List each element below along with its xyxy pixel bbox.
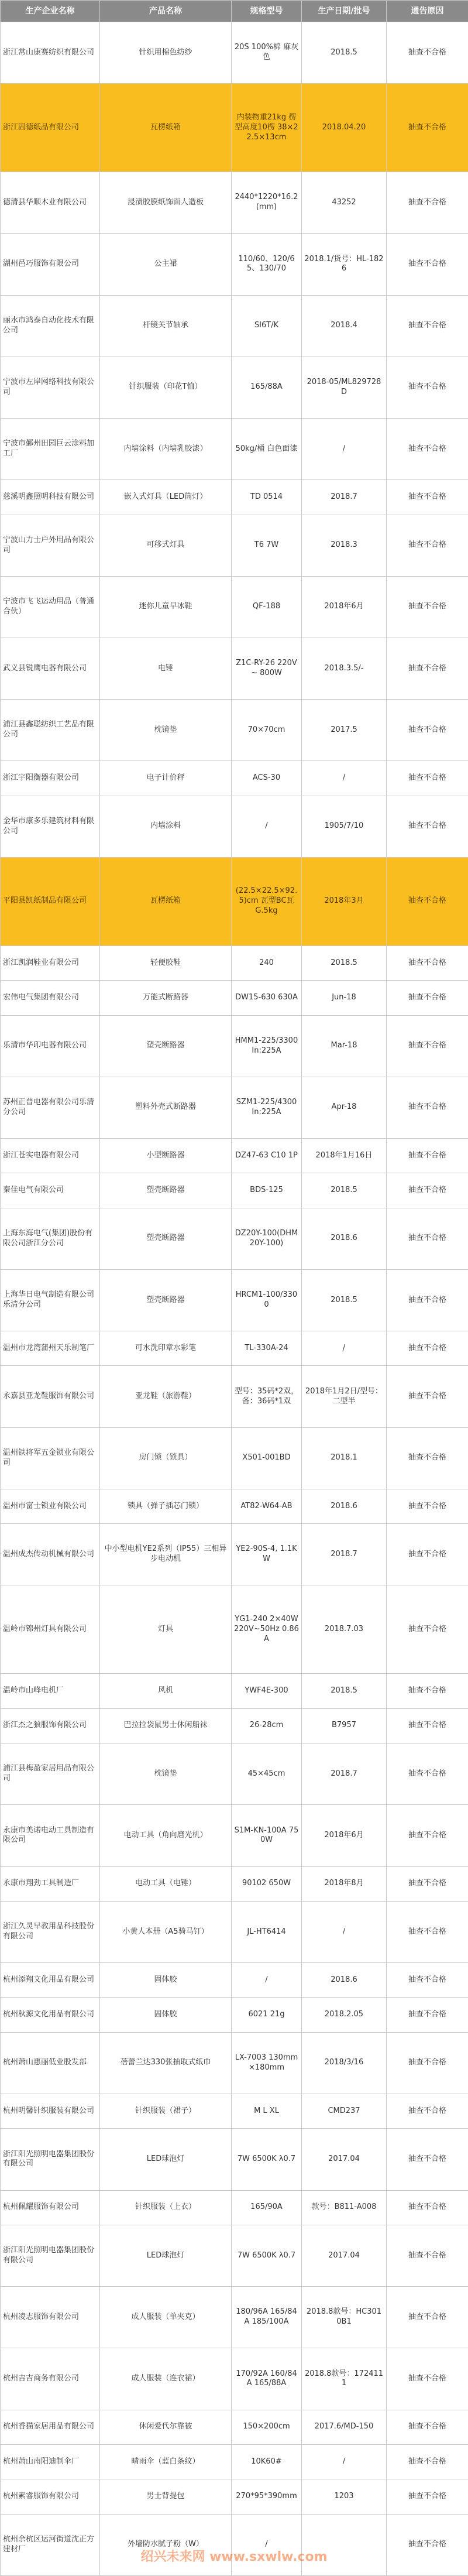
spec-cell: DZ47-63 C10 1P	[232, 1138, 302, 1173]
spec-cell: AT82-W64-AB	[232, 1489, 302, 1523]
table-row	[1, 418, 468, 479]
company-cell: 平阳县凯纸制品有限公司	[1, 857, 100, 946]
date-cell: 43252	[302, 172, 387, 234]
company-cell: 浙江凯润鞋业有限公司	[1, 946, 100, 980]
table-row	[1, 22, 468, 84]
company-cell: 杭州萧山南阳迪制伞厂	[1, 2444, 100, 2479]
product-cell: 风机	[100, 1674, 232, 1708]
product-cell: 杆镜关节轴承	[100, 295, 232, 357]
table-row	[1, 2032, 468, 2094]
product-cell: 万能式断路器	[100, 981, 232, 1015]
table-row	[1, 1269, 468, 1331]
reason-cell: 抽查不合格	[387, 2190, 468, 2225]
product-cell: 小型断路器	[100, 1138, 232, 1173]
reason-cell: 抽查不合格	[387, 857, 468, 946]
product-cell: 针织用棉色纺纱	[100, 22, 232, 84]
company-cell: 浙江苍实电器有限公司	[1, 1138, 100, 1173]
company-cell: 宁波市左岸网络科技有限公司	[1, 357, 100, 418]
spec-cell: 26-28cm	[232, 1708, 302, 1743]
spec-cell: 6021 21g	[232, 1998, 302, 2032]
product-cell: 塑料外壳式断路器	[100, 1077, 232, 1138]
table-row	[1, 2225, 468, 2286]
reason-cell: 抽查不合格	[387, 234, 468, 295]
date-cell: CMD237	[302, 2094, 387, 2129]
spec-cell: 内装物重21kg 楞型高度10楞 38×22.5×13cm	[232, 84, 302, 172]
reason-cell: 抽查不合格	[387, 1805, 468, 1866]
table-row	[1, 2190, 468, 2225]
reason-cell: 抽查不合格	[387, 576, 468, 638]
spec-cell: 7W 6500K λ0.7	[232, 2129, 302, 2190]
product-cell: 休闲爱代尔靠被	[100, 2410, 232, 2444]
product-cell: 男士背提包	[100, 2479, 232, 2514]
reason-cell: 抽查不合格	[387, 2225, 468, 2286]
company-cell: 杭州素睿服饰有限公司	[1, 2479, 100, 2514]
header-product: 产品名称	[100, 1, 232, 22]
product-cell: 迷你儿童早冰鞋	[100, 576, 232, 638]
company-cell: 浙江久灵早教用品科技股份有限公司	[1, 1901, 100, 1962]
product-cell: 小黄人本册（A5骑马钉）	[100, 1901, 232, 1962]
date-cell: /	[302, 761, 387, 796]
reason-cell: 抽查不合格	[387, 761, 468, 796]
reason-cell: 抽查不合格	[387, 480, 468, 515]
spec-cell: DZ20Y-100(DHM20Y-100)	[232, 1208, 302, 1269]
reason-cell: 抽查不合格	[387, 1524, 468, 1585]
company-cell: 秦佳电气有限公司	[1, 1173, 100, 1208]
table-row	[1, 1366, 468, 1427]
spec-cell: JL-HT6414	[232, 1901, 302, 1962]
table-row	[1, 2479, 468, 2514]
product-cell: LED球泡灯	[100, 2225, 232, 2286]
company-cell: 浙江杰之狼服饰有限公司	[1, 1708, 100, 1743]
company-cell: 慈溪明鑫照明科技有限公司	[1, 480, 100, 515]
table-row	[1, 84, 468, 172]
product-cell: 针织服装（上衣）	[100, 2190, 232, 2225]
company-cell: 永康市美诺电动工具制造有限公司	[1, 1805, 100, 1866]
company-cell: 杭州香猫家居用品有限公司	[1, 2410, 100, 2444]
product-cell: 固体胶	[100, 1963, 232, 1998]
reason-cell: 抽查不合格	[387, 1015, 468, 1077]
reason-cell: 抽查不合格	[387, 2479, 468, 2514]
reason-cell: 抽查不合格	[387, 638, 468, 699]
product-cell: 亚龙鞋（旅游鞋）	[100, 1366, 232, 1427]
date-cell: 2018年1月16日	[302, 1138, 387, 1173]
table-row	[1, 2410, 468, 2444]
table-row	[1, 638, 468, 699]
date-cell: 款号：B811-A008	[302, 2190, 387, 2225]
date-cell: B7957	[302, 1708, 387, 1743]
date-cell: 2018.5	[302, 946, 387, 980]
company-cell: 温州市富士锁业有限公司	[1, 1489, 100, 1523]
company-cell: 温岭市山峰电机厂	[1, 1674, 100, 1708]
spec-cell: YE2-90S-4, 1.1KW	[232, 1524, 302, 1585]
date-cell: 2018年8月	[302, 1866, 387, 1901]
header-date: 生产日期/批号	[302, 1, 387, 22]
product-cell: 塑壳断路器	[100, 1173, 232, 1208]
spec-cell: HMM1-225/3300 In:225A	[232, 1015, 302, 1077]
spec-cell: 90102 650W	[232, 1866, 302, 1901]
table-row	[1, 1963, 468, 1998]
company-cell: 杭州吉吉商务有限公司	[1, 2348, 100, 2410]
company-cell: 温州成杰传动机械有限公司	[1, 1524, 100, 1585]
date-cell: 2018.5	[302, 1269, 387, 1331]
table-row	[1, 761, 468, 796]
reason-cell: 抽查不合格	[387, 295, 468, 357]
date-cell: 2018.7	[302, 1524, 387, 1585]
product-cell: 塑壳断路器	[100, 1208, 232, 1269]
table-row	[1, 295, 468, 357]
date-cell: /	[302, 418, 387, 479]
table-row	[1, 1708, 468, 1743]
product-cell: 锁具（弹子插芯门锁）	[100, 1489, 232, 1523]
product-cell: 瓦楞纸箱	[100, 84, 232, 172]
reason-cell: 抽查不合格	[387, 1366, 468, 1427]
table-row	[1, 1331, 468, 1366]
table-row	[1, 234, 468, 295]
table-row	[1, 1524, 468, 1585]
table-row	[1, 515, 468, 576]
reason-cell: 抽查不合格	[387, 1173, 468, 1208]
date-cell: 2018.5	[302, 1173, 387, 1208]
product-cell: 外墙防水腻子粉（W）	[100, 2514, 232, 2575]
reason-cell: 抽查不合格	[387, 1866, 468, 1901]
table-row	[1, 1077, 468, 1138]
company-cell: 浙江阳光照明电器集团股份有限公司	[1, 2129, 100, 2190]
table-row	[1, 1208, 468, 1269]
table-row	[1, 2348, 468, 2410]
reason-cell: 抽查不合格	[387, 1427, 468, 1489]
table-row	[1, 796, 468, 857]
reason-cell: 抽查不合格	[387, 700, 468, 761]
spec-cell: 150×200cm	[232, 2410, 302, 2444]
reason-cell: 抽查不合格	[387, 1901, 468, 1962]
spec-cell: (22.5×22.5×92.5)cm 瓦型BC瓦 G.5kg	[232, 857, 302, 946]
date-cell: 2018.8款号：HC3010B1	[302, 2287, 387, 2348]
company-cell: 永嘉县亚龙鞋服饰有限公司	[1, 1366, 100, 1427]
date-cell: 2018.7	[302, 480, 387, 515]
product-cell: 可水洗印章水彩笔	[100, 1331, 232, 1366]
date-cell: 2018.4	[302, 295, 387, 357]
company-cell: 丽水市鸿泰自动化技术有限公司	[1, 295, 100, 357]
product-cell: 晴雨伞（蓝白条纹）	[100, 2444, 232, 2479]
company-cell: 宏伟电气集团有限公司	[1, 981, 100, 1015]
reason-cell: 抽查不合格	[387, 84, 468, 172]
reason-cell: 抽查不合格	[387, 1208, 468, 1269]
date-cell: 2018.2.05	[302, 1998, 387, 2032]
spec-cell: 240	[232, 946, 302, 980]
product-cell: LED球泡灯	[100, 2129, 232, 2190]
spec-cell: SI6T/K	[232, 295, 302, 357]
reason-cell: 抽查不合格	[387, 1077, 468, 1138]
reason-cell: 抽查不合格	[387, 2348, 468, 2410]
date-cell: 2018年3月	[302, 857, 387, 946]
table-row	[1, 1998, 468, 2032]
spec-cell: 170/92A 160/84A 165/88A	[232, 2348, 302, 2410]
product-cell: 塑壳断路器	[100, 1269, 232, 1331]
table-row	[1, 857, 468, 946]
date-cell: Jun-18	[302, 981, 387, 1015]
company-cell: 杭州凌志服饰有限公司	[1, 2287, 100, 2348]
reason-cell: 抽查不合格	[387, 1585, 468, 1674]
table-row	[1, 946, 468, 980]
table-header-row	[1, 1, 468, 22]
reason-cell: 抽查不合格	[387, 515, 468, 576]
spec-cell: M L XL	[232, 2094, 302, 2129]
date-cell: 2017.04	[302, 2225, 387, 2286]
spec-cell: 2440*1220*16.2(mm)	[232, 172, 302, 234]
table-row	[1, 2287, 468, 2348]
product-cell: 成人服装（连衣裙）	[100, 2348, 232, 2410]
product-cell: 内墙涂料（内墙乳胶漆）	[100, 418, 232, 479]
table-row	[1, 1173, 468, 1208]
reason-cell: 抽查不合格	[387, 1269, 468, 1331]
date-cell: 2018.6	[302, 1489, 387, 1523]
spec-cell: YWF4E-300	[232, 1674, 302, 1708]
table-row	[1, 1138, 468, 1173]
spec-cell: 型号：35码*2双，备：36码*1双	[232, 1366, 302, 1427]
product-cell: 可移式灯具	[100, 515, 232, 576]
company-cell: 上海东海电气(集团)股份有限公司浙江分公司	[1, 1208, 100, 1269]
spec-cell: Z1C-RY-26 220V~ 800W	[232, 638, 302, 699]
spec-cell: 10K60#	[232, 2444, 302, 2479]
company-cell: 杭州明馨针织服装有限公司	[1, 2094, 100, 2129]
product-cell: 巴拉拉袋鼠男士休闲船袜	[100, 1708, 232, 1743]
table-row	[1, 700, 468, 761]
reason-cell: 抽查不合格	[387, 796, 468, 857]
product-cell: 公主裙	[100, 234, 232, 295]
spec-cell: 20S 100%棉 麻灰色	[232, 22, 302, 84]
company-cell: 德清县华顺木业有限公司	[1, 172, 100, 234]
product-cell: 中小型电机YE2系列（IP55）三相异步电动机	[100, 1524, 232, 1585]
date-cell: 2018.7	[302, 1743, 387, 1805]
product-cell: 电动工具（电锤）	[100, 1866, 232, 1901]
product-cell: 嵌入式灯具（LED筒灯）	[100, 480, 232, 515]
company-cell: 温州铁将军五金锁业有限公司	[1, 1427, 100, 1489]
date-cell: 2018.1/货号：HL-1826	[302, 234, 387, 295]
site-watermark: 绍兴未来网 www.sxwlw.com	[140, 2550, 328, 2564]
date-cell: 1203	[302, 2479, 387, 2514]
company-cell: 杭州余杭区运河街道沈正方建材厂	[1, 2514, 100, 2575]
date-cell: 2018-05/ML829728D	[302, 357, 387, 418]
table-row	[1, 576, 468, 638]
date-cell: 2017.04	[302, 2129, 387, 2190]
reason-cell: 抽查不合格	[387, 2129, 468, 2190]
company-cell: 金华市康多乐建筑材料有限公司	[1, 796, 100, 857]
spec-cell: TD 0514	[232, 480, 302, 515]
reason-cell: 抽查不合格	[387, 2410, 468, 2444]
product-cell: 枕镜垫	[100, 700, 232, 761]
header-company: 生产企业名称	[1, 1, 100, 22]
product-cell: 枕镜垫	[100, 1743, 232, 1805]
spec-cell: 50kg/桶 白色面漆	[232, 418, 302, 479]
spec-cell: 70×70cm	[232, 700, 302, 761]
date-cell: 2018年6月	[302, 576, 387, 638]
company-cell: 浙江固德纸品有限公司	[1, 84, 100, 172]
spec-cell: BDS-125	[232, 1173, 302, 1208]
date-cell: /	[302, 2444, 387, 2479]
product-cell: 内墙涂料	[100, 796, 232, 857]
date-cell: 2017.5	[302, 700, 387, 761]
spec-cell: 165/90A	[232, 2190, 302, 2225]
date-cell: 2018.3	[302, 515, 387, 576]
table-row	[1, 1427, 468, 1489]
company-cell: 浦江县鑫聪纺织工艺品有限公司	[1, 700, 100, 761]
date-cell	[302, 2514, 387, 2575]
company-cell: 宁波市飞飞运动用品（普通合伙）	[1, 576, 100, 638]
date-cell: 2018.6	[302, 1963, 387, 1998]
table-body	[1, 22, 468, 2576]
spec-cell: 180/96A 165/84A 185/100A	[232, 2287, 302, 2348]
date-cell: /	[302, 1331, 387, 1366]
product-cell: 房门锁（锁具）	[100, 1427, 232, 1489]
reason-cell: 抽查不合格	[387, 2287, 468, 2348]
spec-cell: /	[232, 2514, 302, 2575]
table-row	[1, 480, 468, 515]
date-cell: Mar-18	[302, 1015, 387, 1077]
reason-cell: 抽查不合格	[387, 2032, 468, 2094]
reason-cell: 抽查不合格	[387, 1998, 468, 2032]
table-row	[1, 1805, 468, 1866]
company-cell: 杭州添翔文化用品有限公司	[1, 1963, 100, 1998]
reason-cell: 抽查不合格	[387, 981, 468, 1015]
table-row	[1, 1015, 468, 1077]
date-cell: 2018.5	[302, 22, 387, 84]
product-cell: 轻便胶鞋	[100, 946, 232, 980]
company-cell: 乐清市华印电器有限公司	[1, 1015, 100, 1077]
spec-cell: 270*95*390mm	[232, 2479, 302, 2514]
product-cell: 针织服装（印花T恤）	[100, 357, 232, 418]
header-spec: 规格型号	[232, 1, 302, 22]
table-row	[1, 2444, 468, 2479]
table-row	[1, 1743, 468, 1805]
company-cell: 杭州秋源文化用品有限公司	[1, 1998, 100, 2032]
spec-cell: LX-7003 130mm×180mm	[232, 2032, 302, 2094]
product-cell: 针织服装（裙子）	[100, 2094, 232, 2129]
company-cell: 浙江常山康赛纺织有限公司	[1, 22, 100, 84]
product-cell: 蓓蕾兰达330张抽取式纸巾	[100, 2032, 232, 2094]
spec-cell: /	[232, 1963, 302, 1998]
product-cell: 浸渍胶膜纸饰面人造板	[100, 172, 232, 234]
table-row	[1, 981, 468, 1015]
reason-cell: 抽查不合格	[387, 1674, 468, 1708]
date-cell: 2018年1月2日/型号：二型半	[302, 1366, 387, 1427]
reason-cell: 抽查不合格	[387, 1331, 468, 1366]
spec-cell: 110/60、120/65、130/70	[232, 234, 302, 295]
product-cell: 灯具	[100, 1585, 232, 1674]
date-cell: 2018.8款号：1724111	[302, 2348, 387, 2410]
date-cell: 2018.1	[302, 1427, 387, 1489]
spec-cell: QF-188	[232, 576, 302, 638]
reason-cell: 抽查不合格	[387, 2094, 468, 2129]
company-cell: 杭州佩耀服饰有限公司	[1, 2190, 100, 2225]
date-cell: 2017.6/MD-150	[302, 2410, 387, 2444]
spec-cell: 7W 6500K λ0.7	[232, 2225, 302, 2286]
spec-cell: 45×45cm	[232, 1743, 302, 1805]
date-cell: /	[302, 1901, 387, 1962]
date-cell: 2018.04.20	[302, 84, 387, 172]
reason-cell: 抽查不合格	[387, 946, 468, 980]
spec-cell: T6 7W	[232, 515, 302, 576]
company-cell: 杭州萧山惠丽低业股发部	[1, 2032, 100, 2094]
company-cell: 武义县锐鹰电器有限公司	[1, 638, 100, 699]
table-row	[1, 1901, 468, 1962]
reason-cell: 抽查不合格	[387, 2514, 468, 2575]
company-cell: 浙江宇阳衡器有限公司	[1, 761, 100, 796]
spec-cell: 165/88A	[232, 357, 302, 418]
company-cell: 浦江县梅盈家居用品有限公司	[1, 1743, 100, 1805]
company-cell: 永康市翔劲工具制造厂	[1, 1866, 100, 1901]
spec-cell: ACS-30	[232, 761, 302, 796]
date-cell: 1905/7/10	[302, 796, 387, 857]
company-cell: 宁波山力士户外用品有限公司	[1, 515, 100, 576]
header-reason: 通告原因	[387, 1, 468, 22]
product-cell: 电子计价秤	[100, 761, 232, 796]
table-row	[1, 357, 468, 418]
date-cell: 2018.5	[302, 1674, 387, 1708]
date-cell: 2018.3.5/-	[302, 638, 387, 699]
reason-cell: 抽查不合格	[387, 418, 468, 479]
spec-cell: SZM1-225/4300 In:225A	[232, 1077, 302, 1138]
table-row	[1, 1866, 468, 1901]
table-row	[1, 2514, 468, 2575]
table-row	[1, 1489, 468, 1523]
reason-cell: 抽查不合格	[387, 22, 468, 84]
company-cell: 温岭市锦州灯具有限公司	[1, 1585, 100, 1674]
date-cell: 2018/3/16	[302, 2032, 387, 2094]
product-cell: 成人服装（单夹克）	[100, 2287, 232, 2348]
table-row	[1, 172, 468, 234]
reason-cell: 抽查不合格	[387, 1489, 468, 1523]
reason-cell: 抽查不合格	[387, 172, 468, 234]
reason-cell: 抽查不合格	[387, 1708, 468, 1743]
company-cell: 浙江阳光照明电器集团股份有限公司	[1, 2225, 100, 2286]
spec-cell: /	[232, 796, 302, 857]
spec-cell: X501-001BD	[232, 1427, 302, 1489]
company-cell: 苏州正普电器有限公司乐清分公司	[1, 1077, 100, 1138]
table-row	[1, 1585, 468, 1674]
spec-cell: YG1-240 2×40W 220V~50Hz 0.86A	[232, 1585, 302, 1674]
reason-cell: 抽查不合格	[387, 2444, 468, 2479]
product-cell: 电动工具（角向磨光机）	[100, 1805, 232, 1866]
product-cell: 塑壳断路器	[100, 1015, 232, 1077]
spec-cell: DW15-630 630A	[232, 981, 302, 1015]
product-cell: 电锤	[100, 638, 232, 699]
company-cell: 上海华日电气制造有限公司乐清分公司	[1, 1269, 100, 1331]
company-cell: 温州市龙湾蒲州天乐制笔厂	[1, 1331, 100, 1366]
reason-cell: 抽查不合格	[387, 1743, 468, 1805]
date-cell: Apr-18	[302, 1077, 387, 1138]
date-cell: 2018.7.03	[302, 1585, 387, 1674]
product-cell: 瓦楞纸箱	[100, 857, 232, 946]
reason-cell: 抽查不合格	[387, 1963, 468, 1998]
product-cell: 固体胶	[100, 1998, 232, 2032]
reason-cell: 抽查不合格	[387, 1138, 468, 1173]
spec-cell: S1M-KN-100A 750W	[232, 1805, 302, 1866]
reason-cell: 抽查不合格	[387, 357, 468, 418]
spec-cell: HRCM1-100/330 0	[232, 1269, 302, 1331]
spec-cell: TL-330A-24	[232, 1331, 302, 1366]
table-row	[1, 1674, 468, 1708]
table-row	[1, 2094, 468, 2129]
table-row	[1, 2129, 468, 2190]
date-cell: 2018.6	[302, 1208, 387, 1269]
company-cell: 湖州邑巧服饰有限公司	[1, 234, 100, 295]
company-cell: 宁波市鄞州田园巨云涂料加工厂	[1, 418, 100, 479]
date-cell: 2018年6月	[302, 1805, 387, 1866]
